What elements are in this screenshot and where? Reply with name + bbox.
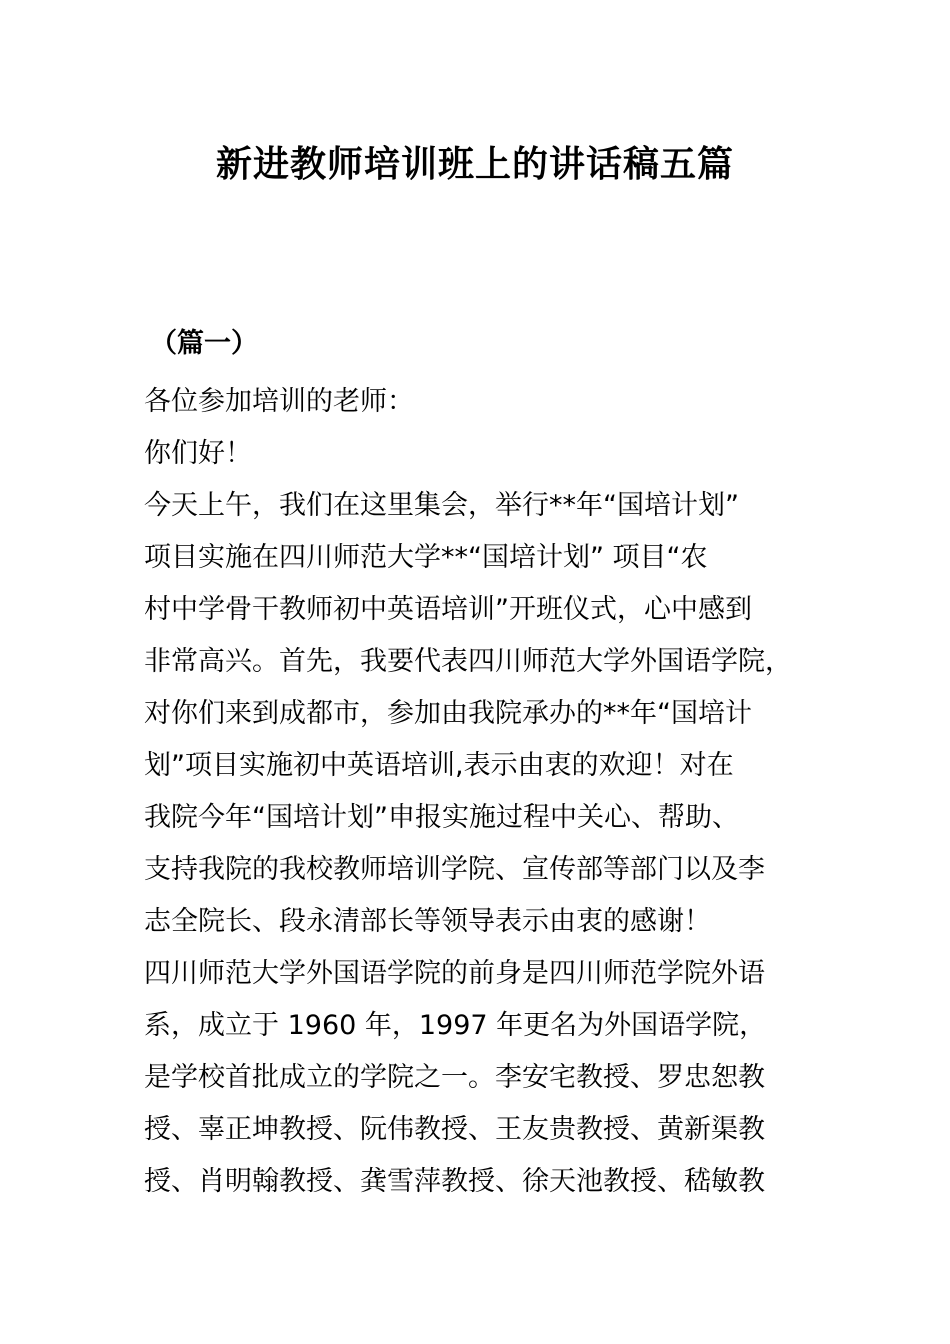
text-line: 志全院长、段永清部长等领导表示由衷的感谢！ [144,906,711,937]
text-line: 是学校首批成立的学院之一。李安宅教授、罗忠恕教 [144,1062,765,1093]
text-line-salutation: 各位参加培训的老师： [144,386,414,417]
text-line: 今天上午，我们在这里集会，举行**年“国培计划” [144,490,739,521]
text-line: 授、肖明翰教授、龚雪萍教授、徐天池教授、嵇敏教 [144,1166,765,1197]
text-line: 支持我院的我校教师培训学院、宣传部等部门以及李 [144,854,765,885]
text-line: 项目实施在四川师范大学**“国培计划” 项目“农 [144,542,708,573]
text-line: 四川师范大学外国语学院的前身是四川师范学院外语 [144,958,765,989]
text-line: 对你们来到成都市，参加由我院承办的**年“国培计 [144,698,752,729]
text-line: 授、辜正坤教授、阮伟教授、王友贵教授、黄新渠教 [144,1114,765,1145]
section-heading: （篇一） [150,328,258,359]
document-title: 新进教师培训班上的讲话稿五篇 [215,144,734,185]
document-body [144,376,844,1208]
text-line: 我院今年“国培计划”申报实施过程中关心、帮助、 [144,802,739,833]
text-line: 系，成立于 1960 年，1997 年更名为外国语学院， [144,1010,767,1041]
text-line: 非常高兴。首先，我要代表四川师范大学外国语学院， [144,646,792,677]
text-line: 村中学骨干教师初中英语培训”开班仪式，心中感到 [144,594,752,625]
text-line-greeting: 你们好！ [144,438,252,469]
text-line: 划”项目实施初中英语培训,表示由衷的欢迎！对在 [144,750,734,781]
